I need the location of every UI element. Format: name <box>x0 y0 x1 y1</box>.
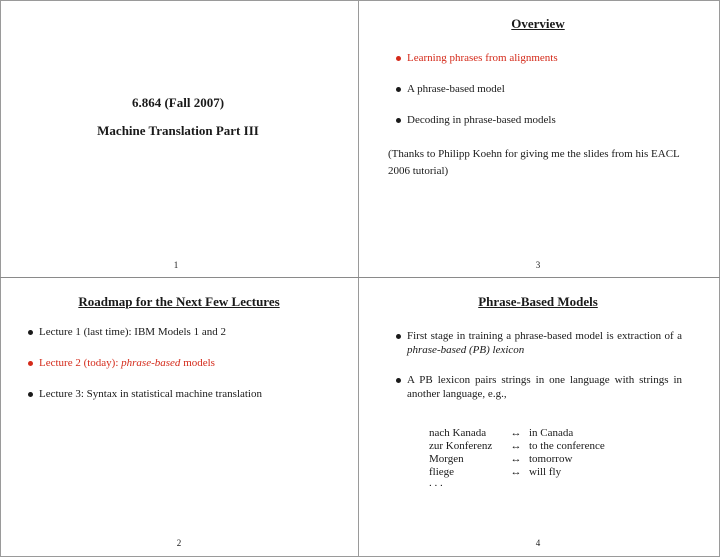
page-number: 2 <box>176 538 182 548</box>
bullet-dot-icon <box>396 87 401 92</box>
lecture-subtitle: Machine Translation Part III <box>97 123 259 138</box>
bullet-item: A phrase-based model <box>407 82 697 96</box>
page-number: 3 <box>535 260 541 270</box>
bullet-item: First stage in training a phrase-based model is extraction of a phrase-based (PB) lexicon <box>407 329 682 357</box>
bullet-item: Lecture 3: Syntax in statistical machine translation <box>39 387 329 401</box>
bidirectional-arrow-icon: ↔ <box>510 440 522 452</box>
phrase-lexicon-table <box>429 427 605 489</box>
bullet-item: Lecture 1 (last time): IBM Models 1 and 2 <box>39 325 329 339</box>
slide-1 <box>0 0 358 277</box>
source-phrase: Morgen <box>429 453 464 465</box>
bullet-list <box>407 51 697 144</box>
target-phrase: in Canada <box>529 427 574 439</box>
table-row <box>429 453 605 466</box>
table-row <box>429 440 605 453</box>
bidirectional-arrow-icon: ↔ <box>510 466 522 478</box>
target-phrase: tomorrow <box>529 453 573 465</box>
slide-title: Roadmap for the Next Few Lectures <box>78 294 280 309</box>
source-phrase: zur Konferenz <box>429 440 493 452</box>
source-phrase: fliege <box>429 466 455 478</box>
page-number: 1 <box>173 260 179 270</box>
bullet-item: Decoding in phrase-based models <box>407 113 697 127</box>
bidirectional-arrow-icon: ↔ <box>510 453 522 465</box>
table-row <box>429 427 605 440</box>
bullet-item: Lecture 2 (today): phrase-based models <box>39 356 329 370</box>
bullet-item: A PB lexicon pairs strings in one language with strings in another language, e.g., <box>407 373 682 401</box>
course-title: 6.864 (Fall 2007) <box>131 95 225 110</box>
target-phrase: to the conference <box>529 440 605 452</box>
source-phrase: nach Kanada <box>429 427 487 439</box>
ellipsis: . . . <box>429 477 443 489</box>
page-number: 4 <box>535 538 541 548</box>
slide-4 <box>359 278 717 555</box>
acknowledgement-note: (Thanks to Philipp Koehn for giving me the slides from his EACL 2006 tutorial) <box>388 148 680 177</box>
slide-title: Overview <box>511 16 565 31</box>
bullet-dot-icon <box>396 56 401 61</box>
bullet-dot-icon <box>28 330 33 335</box>
bidirectional-arrow-icon: ↔ <box>510 427 522 439</box>
bullet-item: Learning phrases from alignments <box>407 51 697 65</box>
bullet-dot-icon <box>396 334 401 339</box>
slide-2 <box>0 278 358 555</box>
table-row <box>429 479 605 489</box>
bullet-dot-icon <box>28 392 33 397</box>
table-row <box>429 466 605 479</box>
bullet-list <box>39 325 329 418</box>
bullet-dot-icon <box>396 118 401 123</box>
bullet-list <box>407 329 682 417</box>
slide-3 <box>359 0 717 277</box>
slide-title: Phrase-Based Models <box>478 294 598 309</box>
bullet-dot-icon <box>28 361 33 366</box>
target-phrase: will fly <box>529 466 562 478</box>
bullet-dot-icon <box>396 378 401 383</box>
